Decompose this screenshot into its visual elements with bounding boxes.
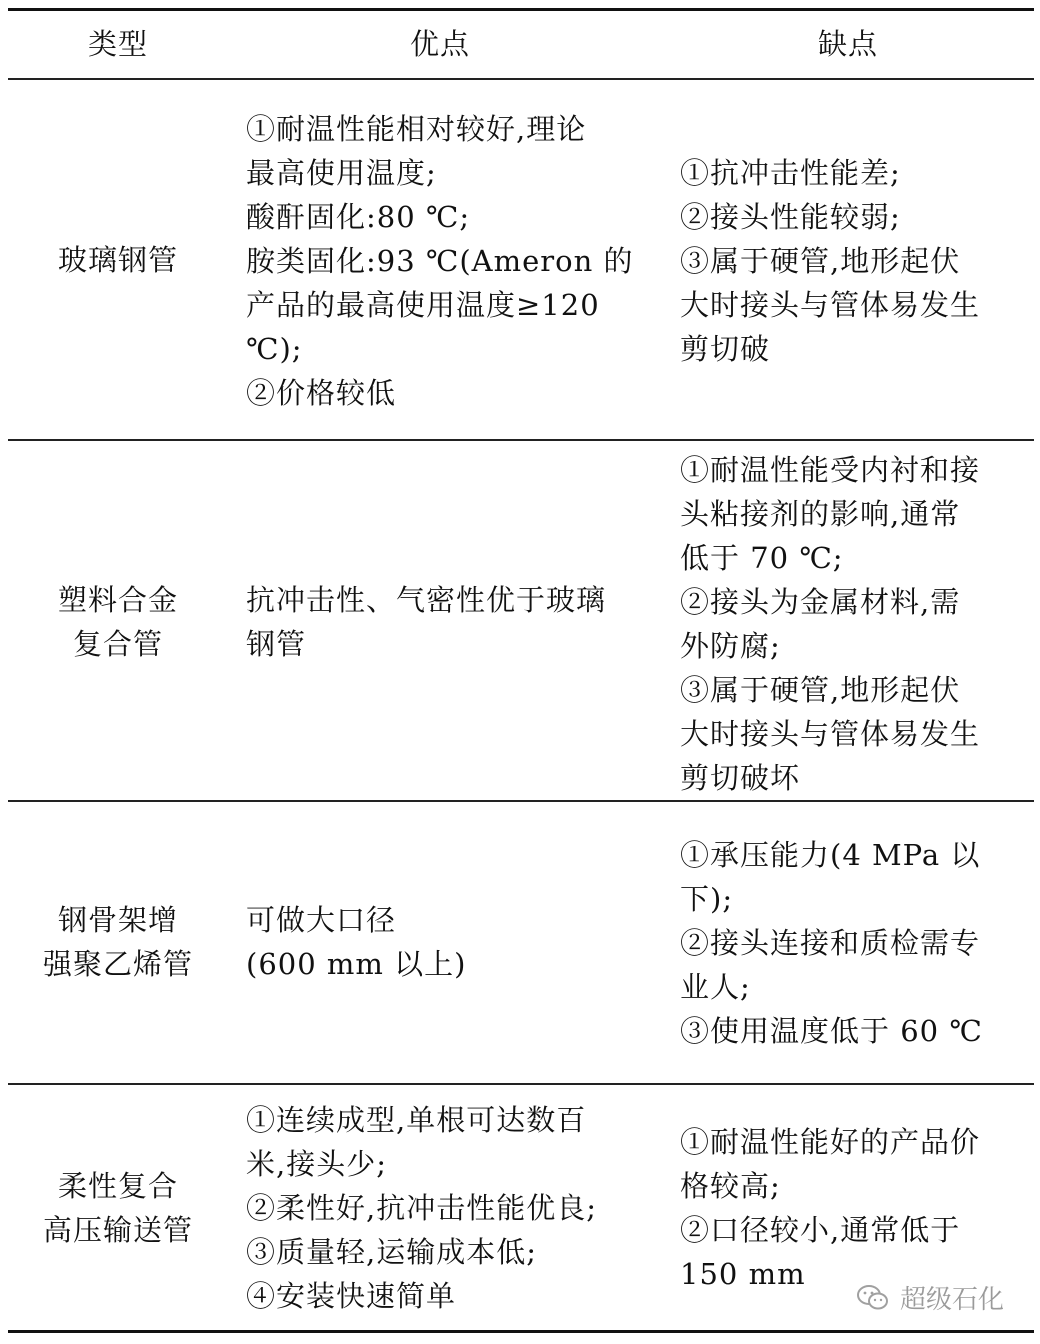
watermark bbox=[856, 1279, 1004, 1316]
header-type: 类型 bbox=[87, 27, 148, 61]
row-3-cons: ①承压能力(4 MPa 以 下); ②接头连接和质检需专 业人; ③使用温度低于 60 ℃ bbox=[680, 838, 983, 1048]
wechat-icon bbox=[856, 1284, 890, 1312]
watermark-text: 超级石化 bbox=[899, 1285, 1004, 1315]
row-3-type: 钢骨架增 强聚乙烯管 bbox=[42, 903, 193, 981]
row-1-cons: ①抗冲击性能差; ②接头性能较弱; ③属于硬管,地形起伏 大时接头与管体易发生 剪切破 bbox=[680, 156, 981, 366]
row-2-pros: 抗冲击性、气密性优于玻璃 钢管 bbox=[246, 583, 607, 661]
row-2-cons: ①耐温性能受内衬和接 头粘接剂的影响,通常 低于 70 ℃; ②接头为金属材料,需 外防腐; ③属于硬管,地形起伏 大时接头与管体易发生 剪切破坏 bbox=[680, 453, 981, 795]
bottom-rule bbox=[8, 1330, 1034, 1333]
row-1-pros: ①耐温性能相对较好,理论 最高使用温度; 酸酐固化:80 ℃; 胺类固化:93 ℃(Ameron 的 产品的最高使用温度≥120 ℃); ②价格较低 bbox=[246, 112, 634, 410]
header-cons: 缺点 bbox=[817, 27, 878, 61]
row-1-type: 玻璃钢管 bbox=[57, 243, 178, 277]
header-pros: 优点 bbox=[409, 27, 470, 61]
row-4-type: 柔性复合 高压输送管 bbox=[42, 1169, 193, 1247]
header-rule bbox=[8, 78, 1034, 80]
row-divider bbox=[8, 439, 1034, 441]
row-3-pros: 可做大口径 (600 mm 以上) bbox=[246, 903, 467, 981]
row-2-type: 塑料合金 复合管 bbox=[57, 583, 178, 661]
top-rule bbox=[8, 8, 1034, 11]
row-divider bbox=[8, 800, 1034, 802]
row-divider bbox=[8, 1083, 1034, 1085]
row-4-cons: ①耐温性能好的产品价 格较高; ②口径较小,通常低于 150 mm bbox=[680, 1125, 981, 1291]
row-4-pros: ①连续成型,单根可达数百 米,接头少; ②柔性好,抗冲击性能优良; ③质量轻,运输成本低; ④安装快速简单 bbox=[246, 1103, 597, 1313]
